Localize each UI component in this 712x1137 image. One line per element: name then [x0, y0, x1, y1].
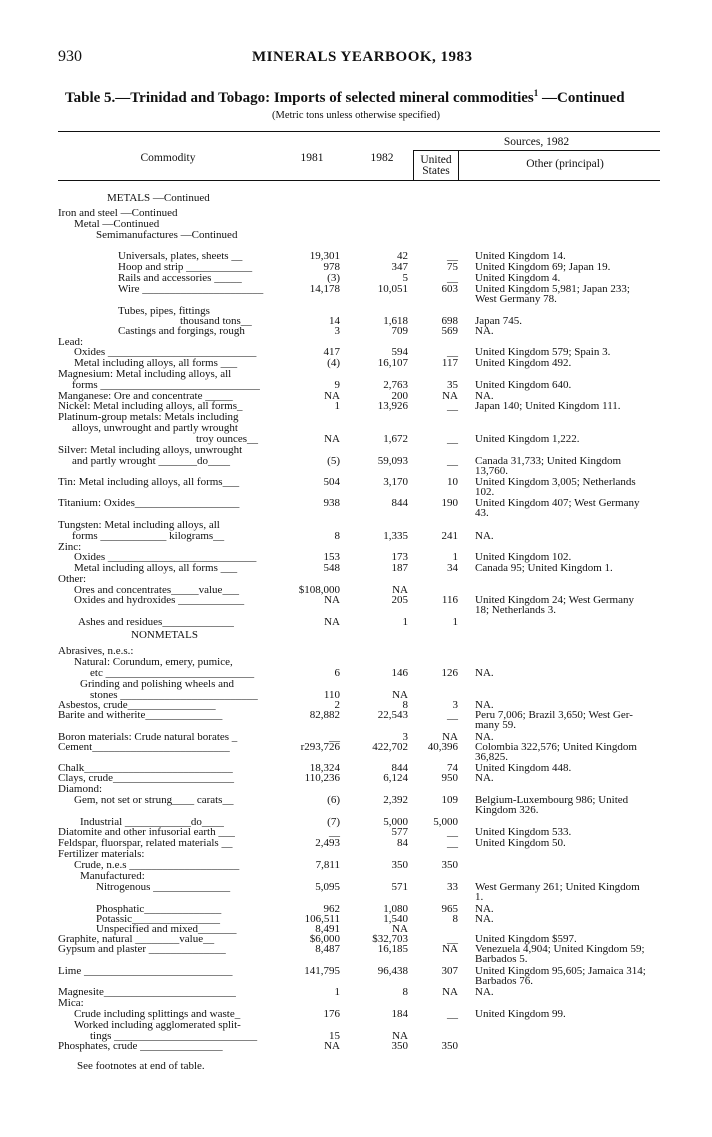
value-1982-cell: 13,926	[377, 400, 408, 412]
table-title-text: Table 5.—Trinidad and Tobago: Imports of selected mineral commodities	[65, 90, 534, 106]
other-sources-cell: Canada 95; United Kingdom 1.	[475, 562, 613, 574]
commodity-cell: Titanium: Oxides___________________	[58, 498, 240, 509]
value-1981-cell: 3	[334, 325, 340, 337]
other-sources-cell: United Kingdom $597.	[475, 933, 577, 945]
value-1981-cell: 7,811	[315, 859, 340, 871]
column-header-1981: 1981	[300, 152, 324, 164]
other-sources-cell: United Kingdom 448.	[475, 762, 572, 774]
other-sources-cell: Barbados 5.	[475, 953, 528, 965]
value-1981-cell: $108,000	[298, 584, 340, 596]
value-1981-cell: 14,178	[309, 283, 340, 295]
value-1982-cell: 3,170	[383, 476, 408, 488]
other-sources-cell: United Kingdom 533.	[475, 826, 572, 838]
value-1982-cell: NA	[392, 689, 408, 701]
united-states-cell: 10	[447, 476, 458, 488]
commodity-cell: Nickel: Metal including alloys, all forms_	[58, 401, 243, 412]
value-1982-cell: 2,392	[383, 794, 408, 806]
commodity-cell: Platinum-group metals: Metals including	[58, 412, 239, 423]
value-1981-cell: NA	[324, 594, 340, 606]
commodity-cell: Unspecified and mixed_______	[96, 924, 237, 935]
united-states-cell: 35	[447, 379, 458, 391]
united-states-cell: 1	[452, 551, 458, 563]
united-states-cell: 1	[452, 616, 458, 628]
column-header-sources: Sources, 1982	[503, 136, 570, 148]
commodity-cell: Gem, not set or strung____ carats__	[74, 795, 234, 806]
value-1982-cell: NA	[392, 1030, 408, 1042]
value-1982-cell: 184	[391, 1008, 408, 1020]
commodity-cell: Gypsum and plaster ______________	[58, 944, 226, 955]
commodity-cell: troy ounces__	[196, 434, 259, 445]
column-header-us-line1: United	[420, 154, 452, 166]
value-1981-cell: NA	[324, 1040, 340, 1052]
commodity-cell: Ores and concentrates_____value___	[74, 585, 239, 596]
value-1982-cell: 22,543	[377, 709, 408, 721]
united-states-cell: 307	[441, 965, 458, 977]
other-sources-cell: 43.	[475, 507, 489, 519]
value-1982-cell: 6,124	[383, 772, 408, 784]
value-1982-cell: 350	[391, 859, 408, 871]
other-sources-cell: West Germany 261; United Kingdom	[475, 881, 640, 893]
united-states-cell: __	[447, 250, 458, 262]
commodity-cell: Nitrogenous ______________	[96, 882, 231, 893]
united-states-cell: NA	[442, 943, 458, 955]
value-1981-cell: 938	[323, 497, 340, 509]
united-states-cell: 8	[452, 913, 458, 925]
other-sources-cell: Canada 31,733; United Kingdom	[475, 455, 622, 467]
value-1982-cell: 173	[391, 551, 408, 563]
other-sources-cell: NA.	[475, 390, 494, 402]
value-1981-cell: 962	[323, 903, 340, 915]
united-states-cell: 3	[452, 699, 458, 711]
united-states-cell: __	[447, 933, 458, 945]
united-states-cell: 109	[441, 794, 458, 806]
value-1981-cell: 110	[323, 689, 340, 701]
commodity-cell: Oxides ___________________________	[74, 552, 257, 563]
commodity-cell: Graphite, natural ________value__	[58, 934, 215, 945]
value-1982-cell: 350	[391, 1040, 408, 1052]
value-1982-cell: 205	[391, 594, 408, 606]
commodity-cell: Zinc:	[58, 542, 82, 553]
value-1982-cell: $32,703	[372, 933, 408, 945]
united-states-cell: 950	[441, 772, 458, 784]
commodity-cell: tings __________________________	[90, 1031, 258, 1042]
other-sources-cell: 102.	[475, 486, 495, 498]
value-1981-cell: __	[329, 826, 340, 838]
value-1981-cell: (3)	[327, 272, 340, 284]
commodity-cell: Magnesium: Metal including alloys, all	[58, 369, 232, 380]
commodity-cell: NONMETALS	[131, 630, 198, 641]
value-1982-cell: 16,185	[377, 943, 408, 955]
value-1981-cell: 18,324	[309, 762, 340, 774]
value-1981-cell: 417	[323, 346, 340, 358]
united-states-cell: 75	[447, 261, 458, 273]
commodity-cell: Crude, n.e.s ____________________	[74, 860, 240, 871]
other-sources-cell: NA.	[475, 667, 494, 679]
other-sources-cell: United Kingdom 24; West Germany	[475, 594, 635, 606]
commodity-cell: Lead:	[58, 337, 84, 348]
commodity-cell: Universals, plates, sheets __	[118, 251, 243, 262]
value-1981-cell: $6,000	[309, 933, 340, 945]
other-sources-cell: United Kingdom 69; Japan 19.	[475, 261, 611, 273]
book-title: MINERALS YEARBOOK, 1983	[252, 49, 473, 65]
commodity-cell: etc ___________________________	[90, 668, 255, 679]
other-sources-cell: Colombia 322,576; United Kingdom	[475, 741, 637, 753]
united-states-cell: 5,000	[433, 816, 458, 828]
commodity-cell: METALS —Continued	[107, 193, 210, 204]
united-states-cell: __	[447, 272, 458, 284]
other-sources-cell: United Kingdom 640.	[475, 379, 572, 391]
commodity-cell: Metal including alloys, all forms ___	[74, 563, 238, 574]
value-1981-cell: 1	[334, 986, 340, 998]
commodity-cell: Wire ______________________	[118, 284, 264, 295]
value-1982-cell: 59,093	[377, 455, 408, 467]
commodity-cell: and partly wrought _______do____	[72, 456, 230, 467]
value-1982-cell: 187	[391, 562, 408, 574]
commodity-cell: Asbestos, crude________________	[58, 700, 216, 711]
commodity-cell: Chalk___________________________	[58, 763, 233, 774]
value-1981-cell: 9	[334, 379, 340, 391]
other-sources-cell: 1.	[475, 891, 484, 903]
value-1981-cell: 8,487	[315, 943, 340, 955]
other-sources-cell: United Kingdom 102.	[475, 551, 572, 563]
other-sources-cell: United Kingdom 579; Spain 3.	[475, 346, 611, 358]
value-1981-cell: r293,726	[300, 741, 340, 753]
value-1982-cell: 1	[402, 616, 408, 628]
united-states-cell: __	[447, 837, 458, 849]
commodity-cell: Lime ___________________________	[58, 966, 233, 977]
value-1981-cell: 110,236	[304, 772, 340, 784]
united-states-cell: 117	[441, 357, 458, 369]
value-1982-cell: 84	[397, 837, 408, 849]
table-title-suffix: —Continued	[538, 90, 625, 106]
commodity-cell: Semimanufactures —Continued	[96, 230, 238, 241]
other-sources-cell: Peru 7,006; Brazil 3,650; West Ger-	[475, 709, 633, 721]
value-1982-cell: 844	[391, 762, 408, 774]
other-sources-cell: NA.	[475, 986, 494, 998]
commodity-cell: Oxides ___________________________	[74, 347, 257, 358]
value-1981-cell: NA	[324, 433, 340, 445]
commodity-cell: Tin: Metal including alloys, all forms___	[58, 477, 240, 488]
commodity-cell: Diatomite and other infusorial earth ___	[58, 827, 235, 838]
other-sources-cell: NA.	[475, 731, 494, 743]
commodity-cell: Magnesite________________________	[58, 987, 236, 998]
united-states-cell: 569	[441, 325, 458, 337]
value-1981-cell: 1	[334, 400, 340, 412]
value-1982-cell: 2,763	[383, 379, 408, 391]
united-states-cell: 241	[441, 530, 458, 542]
commodity-cell: thousand tons__	[180, 316, 252, 327]
other-sources-cell: United Kingdom 95,605; Jamaica 314;	[475, 965, 646, 977]
united-states-cell: 603	[441, 283, 458, 295]
united-states-cell: 116	[441, 594, 458, 606]
commodity-cell: Hoop and strip ____________	[118, 262, 253, 273]
commodity-cell: Industrial ____________do____	[80, 817, 224, 828]
united-states-cell: 190	[441, 497, 458, 509]
value-1981-cell: 5,095	[315, 881, 340, 893]
value-1982-cell: 16,107	[377, 357, 408, 369]
united-states-cell: __	[447, 400, 458, 412]
other-sources-cell: United Kingdom 5,981; Japan 233;	[475, 283, 630, 295]
united-states-cell: 40,396	[427, 741, 458, 753]
value-1981-cell: 141,795	[304, 965, 340, 977]
value-1981-cell: 504	[323, 476, 340, 488]
other-sources-cell: Venezuela 4,904; United Kingdom 59;	[475, 943, 645, 955]
value-1982-cell: 10,051	[377, 283, 408, 295]
other-sources-cell: United Kingdom 99.	[475, 1008, 566, 1020]
other-sources-cell: Belgium-Luxembourg 986; United	[475, 794, 629, 806]
value-1981-cell: (4)	[327, 357, 340, 369]
commodity-cell: stones _________________________	[90, 690, 258, 701]
commodity-cell: Oxides and hydroxides ____________	[74, 595, 245, 606]
united-states-cell: 350	[441, 859, 458, 871]
commodity-cell: Crude including splittings and waste_	[74, 1009, 241, 1020]
table-subtitle: (Metric tons unless otherwise specified)	[272, 110, 440, 121]
commodity-cell: forms _____________________________	[72, 380, 260, 391]
commodity-cell: Tungsten: Metal including alloys, all	[58, 520, 220, 531]
other-sources-cell: Japan 140; United Kingdom 111.	[475, 400, 621, 412]
commodity-cell: Diamond:	[58, 784, 102, 795]
commodity-cell: Castings and forgings, rough	[118, 326, 245, 337]
commodity-cell: Phosphatic______________	[96, 904, 222, 915]
other-sources-cell: NA.	[475, 530, 494, 542]
commodity-cell: Mica:	[58, 998, 84, 1009]
commodity-cell: Barite and witherite______________	[58, 710, 223, 721]
commodity-cell: Clays, crude______________________	[58, 773, 234, 784]
value-1981-cell: 8,491	[315, 923, 340, 935]
united-states-cell: __	[447, 826, 458, 838]
united-states-cell: __	[447, 346, 458, 358]
value-1981-cell: (5)	[327, 455, 340, 467]
value-1982-cell: 577	[391, 826, 408, 838]
other-sources-cell: United Kingdom 407; West Germany	[475, 497, 640, 509]
value-1982-cell: NA	[392, 584, 408, 596]
value-1982-cell: 1,335	[383, 530, 408, 542]
value-1981-cell: 82,882	[309, 709, 340, 721]
column-header-commodity: Commodity	[140, 152, 196, 164]
value-1981-cell: 978	[323, 261, 340, 273]
column-header-other: Other (principal)	[526, 158, 604, 170]
united-states-cell: 126	[441, 667, 458, 679]
value-1981-cell: 15	[329, 1030, 340, 1042]
value-1982-cell: 1,618	[383, 315, 408, 327]
commodity-cell: Feldspar, fluorspar, related materials __	[58, 838, 233, 849]
value-1982-cell: NA	[392, 923, 408, 935]
value-1982-cell: 146	[391, 667, 408, 679]
commodity-cell: Potassic________________	[96, 914, 221, 925]
value-1982-cell: 1,672	[383, 433, 408, 445]
value-1981-cell: NA	[324, 390, 340, 402]
other-sources-cell: Barbados 76.	[475, 975, 534, 987]
other-sources-cell: NA.	[475, 772, 494, 784]
value-1981-cell: 19,301	[309, 250, 340, 262]
value-1982-cell: 571	[391, 881, 408, 893]
united-states-cell: 33	[447, 881, 458, 893]
value-1982-cell: 200	[391, 390, 408, 402]
commodity-cell: Metal —Continued	[74, 219, 160, 230]
united-states-cell: __	[447, 433, 458, 445]
united-states-cell: 74	[447, 762, 458, 774]
value-1982-cell: 1,540	[383, 913, 408, 925]
commodity-cell: Metal including alloys, all forms ___	[74, 358, 238, 369]
value-1982-cell: 709	[391, 325, 408, 337]
united-states-cell: 350	[441, 1040, 458, 1052]
commodity-cell: Worked including agglomerated split-	[74, 1020, 241, 1031]
other-sources-cell: NA.	[475, 913, 494, 925]
united-states-cell: 34	[447, 562, 458, 574]
other-sources-cell: NA.	[475, 699, 494, 711]
value-1981-cell: 8	[334, 530, 340, 542]
page-number: 930	[58, 48, 82, 65]
commodity-cell: Abrasives, n.e.s.:	[58, 646, 134, 657]
united-states-cell: __	[447, 455, 458, 467]
title-footnote-mark: 1	[533, 88, 539, 98]
commodity-cell: Fertilizer materials:	[58, 849, 145, 860]
value-1981-cell: 2	[334, 699, 340, 711]
commodity-cell: alloys, unwrought and partly wrought	[72, 423, 238, 434]
other-sources-cell: West Germany 78.	[475, 293, 557, 305]
commodity-cell: Rails and accessories _____	[118, 273, 242, 284]
value-1981-cell: 176	[323, 1008, 340, 1020]
value-1982-cell: 594	[391, 346, 408, 358]
value-1982-cell: 347	[391, 261, 408, 273]
value-1982-cell: 42	[397, 250, 408, 262]
united-states-cell: __	[447, 1008, 458, 1020]
other-sources-cell: United Kingdom 492.	[475, 357, 572, 369]
value-1982-cell: 844	[391, 497, 408, 509]
united-states-cell: 965	[441, 903, 458, 915]
united-states-cell: NA	[442, 390, 458, 402]
commodity-cell: Manufactured:	[80, 871, 145, 882]
value-1982-cell: 8	[402, 986, 408, 998]
value-1981-cell: 153	[323, 551, 340, 563]
other-sources-cell: 36,825.	[475, 751, 508, 763]
commodity-cell: Boron materials: Crude natural borates _	[58, 732, 238, 743]
other-sources-cell: 18; Netherlands 3.	[475, 604, 556, 616]
value-1982-cell: 5,000	[383, 816, 408, 828]
commodity-cell: Silver: Metal including alloys, unwrought	[58, 445, 243, 456]
other-sources-cell: Japan 745.	[475, 315, 523, 327]
other-sources-cell: United Kingdom 14.	[475, 250, 566, 262]
column-header-1982: 1982	[370, 152, 394, 164]
other-sources-cell: 13,760.	[475, 465, 508, 477]
other-sources-cell: NA.	[475, 903, 494, 915]
other-sources-cell: many 59.	[475, 719, 516, 731]
value-1982-cell: 96,438	[377, 965, 408, 977]
value-1981-cell: (7)	[327, 816, 340, 828]
united-states-cell: __	[447, 709, 458, 721]
value-1982-cell: 422,702	[372, 741, 408, 753]
other-sources-cell: United Kingdom 1,222.	[475, 433, 580, 445]
value-1982-cell: 8	[402, 699, 408, 711]
other-sources-cell: NA.	[475, 325, 494, 337]
value-1981-cell: __	[329, 731, 340, 743]
other-sources-cell: United Kingdom 4.	[475, 272, 561, 284]
commodity-cell: Phosphates, crude _______________	[58, 1041, 223, 1052]
footnote-reference: See footnotes at end of table.	[77, 1060, 205, 1072]
commodity-cell: Other:	[58, 574, 87, 585]
other-sources-cell: United Kingdom 50.	[475, 837, 566, 849]
value-1981-cell: 106,511	[304, 913, 340, 925]
column-header-us-line2: States	[422, 165, 450, 177]
value-1982-cell: 1,080	[383, 903, 408, 915]
united-states-cell: 698	[441, 315, 458, 327]
value-1981-cell: NA	[324, 616, 340, 628]
commodity-cell: forms ____________ kilograms__	[72, 531, 225, 542]
commodity-cell: Cement_________________________	[58, 742, 230, 753]
commodity-cell: Ashes and residues_____________	[78, 617, 234, 628]
united-states-cell: NA	[442, 986, 458, 998]
value-1981-cell: 2,493	[315, 837, 340, 849]
commodity-cell: Manganese: Ore and concentrate _____	[58, 391, 233, 402]
other-sources-cell: Kingdom 326.	[475, 804, 539, 816]
value-1982-cell: 5	[402, 272, 408, 284]
value-1981-cell: 548	[323, 562, 340, 574]
commodity-cell: Natural: Corundum, emery, pumice,	[74, 657, 233, 668]
value-1981-cell: (6)	[327, 794, 340, 806]
commodity-cell: Iron and steel —Continued	[58, 208, 178, 219]
united-states-cell: NA	[442, 731, 458, 743]
value-1981-cell: 6	[334, 667, 340, 679]
other-sources-cell: United Kingdom 3,005; Netherlands	[475, 476, 636, 488]
commodity-cell: Tubes, pipes, fittings	[118, 306, 210, 317]
value-1982-cell: 3	[402, 731, 408, 743]
value-1981-cell: 14	[329, 315, 340, 327]
commodity-cell: Grinding and polishing wheels and	[80, 679, 234, 690]
